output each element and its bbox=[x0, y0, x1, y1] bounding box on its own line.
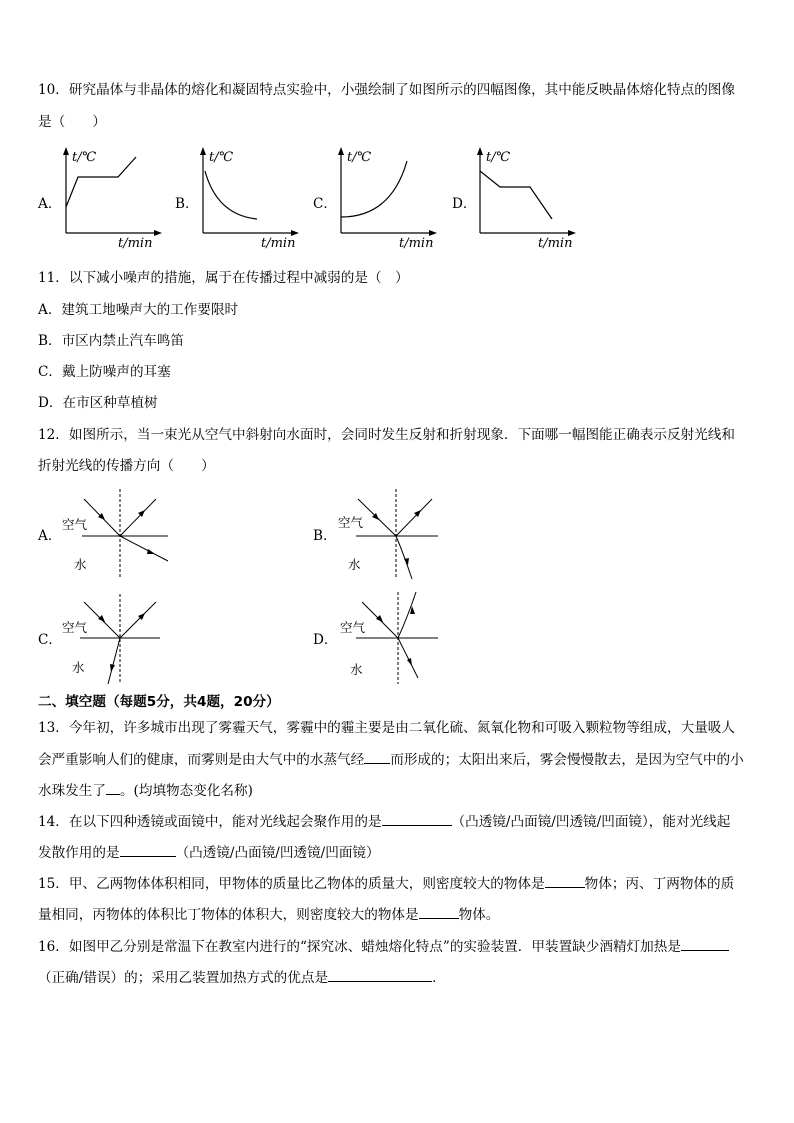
q16-line1 bbox=[38, 936, 729, 957]
q15-line2 bbox=[38, 904, 499, 925]
q10-graph-d-ylabel: t/℃ bbox=[486, 150, 511, 165]
q15-line1 bbox=[38, 873, 734, 894]
q12-stem-line2: 折射光线的传播方向（ ） bbox=[38, 458, 215, 474]
q10-graph-c-xlabel: t/min bbox=[399, 236, 434, 251]
q16-line1-part-a: 16．如图甲乙分别是常温下在教室内进行的“探究冰、蜡烛熔化特点”的实验装置．甲装置缺少酒精灯加热是 bbox=[38, 939, 681, 955]
q11-option-a[interactable]: A．建筑工地噪声大的工作要限时 bbox=[38, 302, 239, 318]
q12-diagram-d-air-label: 空气 bbox=[340, 620, 366, 635]
q10-option-c-label[interactable]: C． bbox=[313, 196, 337, 212]
q14-line1-part-b: （凸透镜/凸面镜/凹透镜/凹面镜），能对光线起 bbox=[451, 814, 731, 830]
q12-diagram-a-air-label: 空气 bbox=[62, 517, 88, 532]
q12-option-a-label[interactable]: A． bbox=[38, 528, 62, 544]
q10-graph-b-ylabel: t/℃ bbox=[209, 150, 234, 165]
section-fill-in-title: 二、填空题（每题5分，共4题，20分） bbox=[38, 694, 280, 710]
q14-line1-part-a: 14．在以下四种透镜或面镜中，能对光线起会聚作用的是 bbox=[38, 814, 382, 830]
q12-diagram-d-water-label: 水 bbox=[350, 662, 363, 677]
q14-blank-2[interactable] bbox=[120, 842, 176, 857]
q10-graph-c bbox=[333, 145, 453, 255]
q10-graph-a-ylabel: t/℃ bbox=[72, 150, 97, 165]
q14-blank-1[interactable] bbox=[382, 811, 452, 826]
q12-diagram-c-air-label: 空气 bbox=[62, 620, 88, 635]
q10-stem-line2: 是（ ） bbox=[38, 114, 106, 130]
q13-blank-2[interactable] bbox=[106, 780, 120, 795]
q16-blank-2[interactable] bbox=[328, 967, 432, 982]
q15-line2-part-b: 物体。 bbox=[458, 907, 500, 923]
q11-option-d[interactable]: D．在市区种草植树 bbox=[38, 395, 158, 411]
q12-diagram-c-water-label: 水 bbox=[72, 660, 85, 675]
q13-line3-part-b: 。(均填物态变化名称) bbox=[119, 783, 253, 799]
q12-diagram-a bbox=[60, 487, 175, 582]
q15-blank-1[interactable] bbox=[545, 873, 585, 888]
q13-line2-part-b: 而形成的；太阳出来后，雾会慢慢散去，是因为空气中的小 bbox=[390, 752, 744, 768]
q12-option-c-label[interactable]: C． bbox=[38, 632, 62, 648]
q14-line2-part-b: （凸透镜/凸面镜/凹透镜/凹面镜） bbox=[175, 845, 380, 861]
q13-line2 bbox=[38, 749, 744, 770]
q14-line2-part-a: 发散作用的是 bbox=[38, 845, 120, 861]
q12-stem-line1: 12．如图所示，当一束光从空气中斜射向水面时，会同时发生反射和折射现象．下面哪一幅图能正确表示反射光线和 bbox=[38, 427, 735, 443]
q10-graph-a-xlabel: t/min bbox=[118, 236, 153, 251]
q13-line3 bbox=[38, 780, 253, 801]
q12-diagram-b-water-label: 水 bbox=[348, 557, 361, 572]
q16-line2-part-b: ． bbox=[432, 970, 446, 986]
q11-stem: 11．以下减小噪声的措施，属于在传播过程中减弱的是（ ） bbox=[38, 270, 409, 286]
q12-option-b-label[interactable]: B． bbox=[313, 528, 337, 544]
q10-option-a-label[interactable]: A． bbox=[38, 196, 62, 212]
q15-line1-part-a: 15．甲、乙两物体体积相同，甲物体的质量比乙物体的质量大，则密度较大的物体是 bbox=[38, 876, 545, 892]
q14-line1 bbox=[38, 811, 730, 832]
q15-line1-part-b: 物体；丙、丁两物体的质 bbox=[584, 876, 735, 892]
q12-diagram-d bbox=[338, 590, 443, 687]
q12-diagram-c bbox=[60, 592, 165, 687]
q12-diagram-b-air-label: 空气 bbox=[338, 515, 364, 530]
q12-diagram-a-water-label: 水 bbox=[74, 557, 87, 572]
q10-graph-d-xlabel: t/min bbox=[538, 236, 573, 251]
q13-line2-part-a: 会严重影响人们的健康，而雾则是由大气中的水蒸气经 bbox=[38, 752, 365, 768]
q10-graph-b-xlabel: t/min bbox=[261, 236, 296, 251]
q10-stem-line1: 10．研究晶体与非晶体的熔化和凝固特点实验中，小强绘制了如图所示的四幅图像，其中能反映晶体熔化特点的图像 bbox=[38, 82, 735, 98]
q10-graph-d bbox=[472, 145, 592, 255]
q10-graph-c-ylabel: t/℃ bbox=[347, 150, 372, 165]
q12-option-d-label[interactable]: D． bbox=[313, 632, 338, 648]
q13-blank-1[interactable] bbox=[364, 749, 390, 764]
q10-option-b-label[interactable]: B． bbox=[175, 196, 199, 212]
q13-line1: 13．今年初，许多城市出现了雾霾天气，雾霾中的霾主要是由二氧化硫、氮氧化物和可吸入颗粒物等组成，大量吸人 bbox=[38, 720, 735, 736]
q10-option-d-label[interactable]: D． bbox=[452, 196, 477, 212]
q10-graph-b bbox=[195, 145, 315, 255]
q13-line3-part-a: 水珠发生了 bbox=[38, 783, 106, 799]
q15-line2-part-a: 量相同，丙物体的体积比丁物体的体积大，则密度较大的物体是 bbox=[38, 907, 419, 923]
q10-graph-a bbox=[58, 145, 178, 255]
q12-diagram-b bbox=[338, 487, 443, 582]
q11-option-c[interactable]: C．戴上防噪声的耳塞 bbox=[38, 364, 171, 380]
q16-line2-part-a: （正确/错误）的；采用乙装置加热方式的优点是 bbox=[38, 970, 329, 986]
q16-blank-1[interactable] bbox=[681, 936, 729, 951]
q16-line2 bbox=[38, 967, 446, 988]
q14-line2 bbox=[38, 842, 380, 863]
q15-blank-2[interactable] bbox=[419, 904, 459, 919]
q11-option-b[interactable]: B．市区内禁止汽车鸣笛 bbox=[38, 333, 184, 349]
